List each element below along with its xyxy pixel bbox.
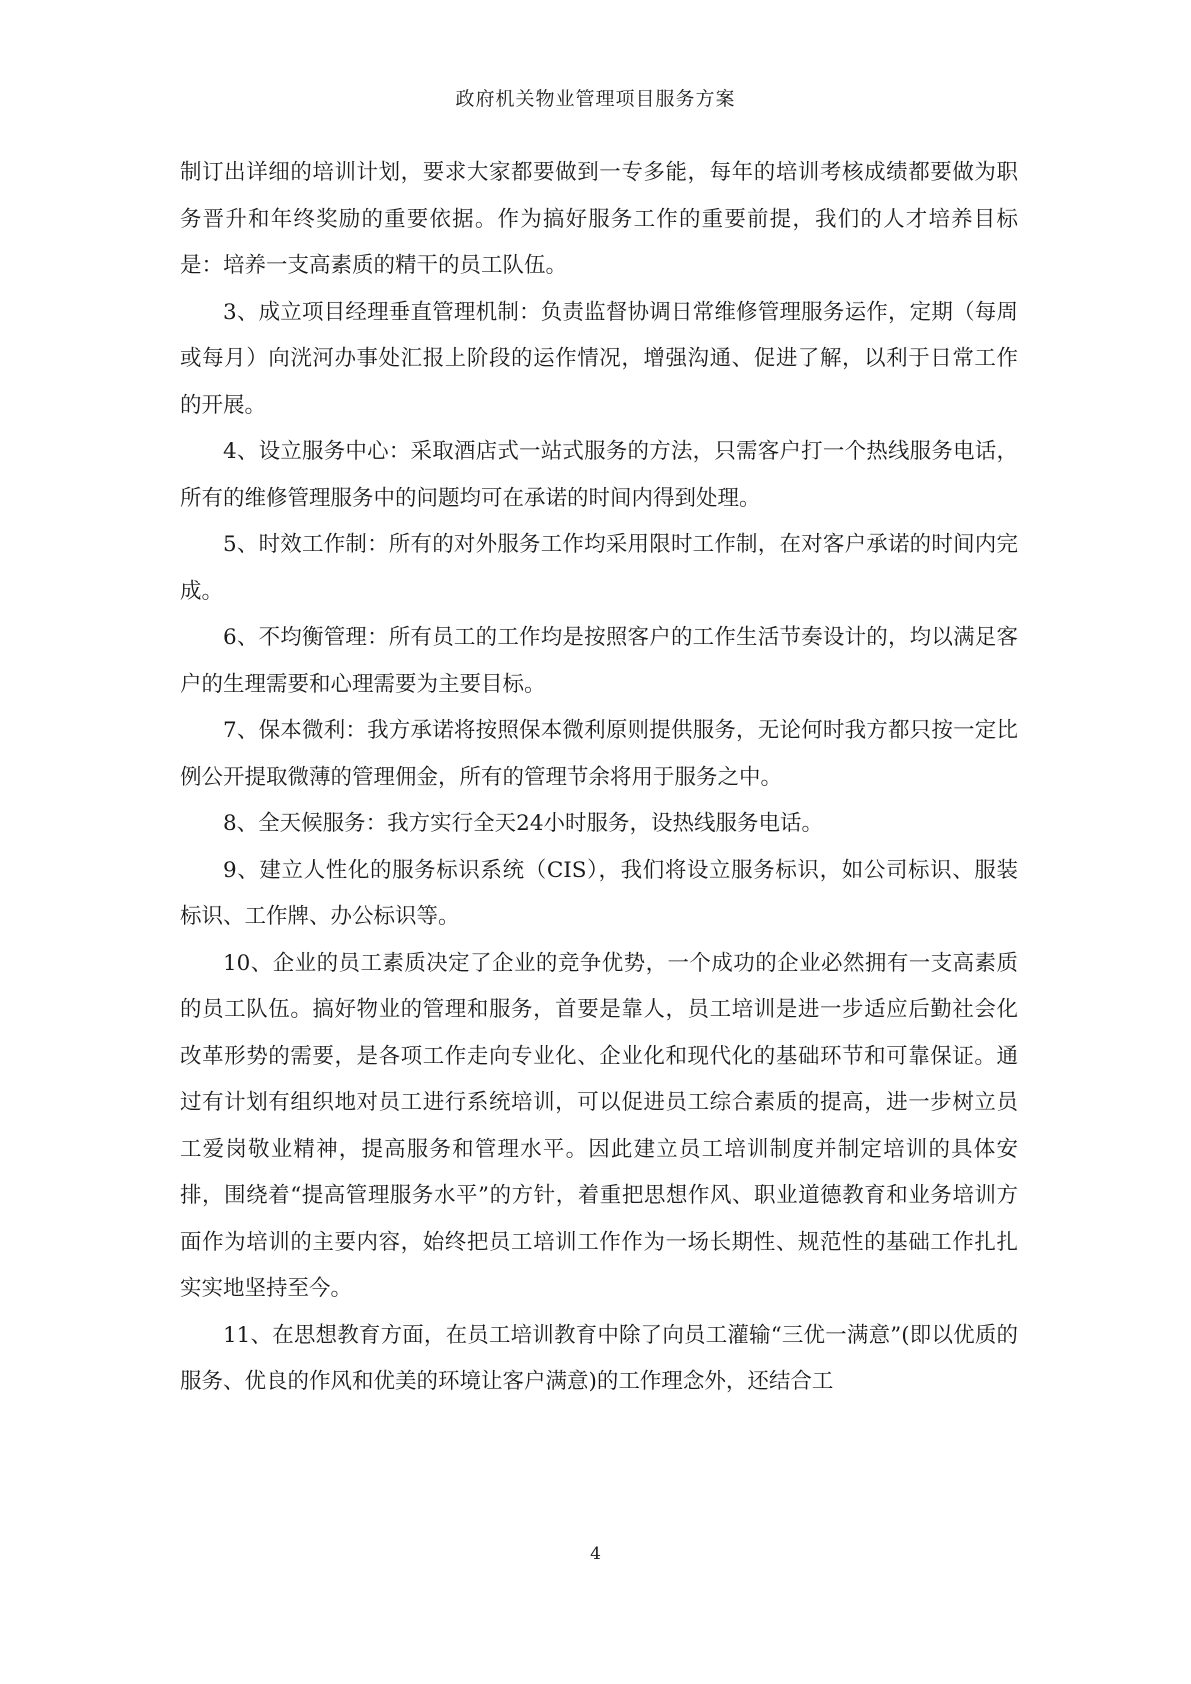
paragraph: 9、建立人性化的服务标识系统（CIS），我们将设立服务标识，如公司标识、服装标识、工作牌、办公标识等。 xyxy=(180,857,1018,929)
paragraph: 10、企业的员工素质决定了企业的竞争优势，一个成功的企业必然拥有一支高素质的员工队伍。搞好物业的管理和服务，首要是靠人，员工培训是进一步适应后勤社会化改革形势的需要，是各项工作走向专业化、企业化和现代化的基础环节和可靠保证。通过有计划有组织地对员工进行系统培训，可以促进员工综合素质的提高，进一步树立员工爱岗敬业精神，提高服务和管理水平。因此建立员工培训制度并制定培训的具体安排，围绕着“提高管理服务水平”的方针，着重把思想作风、职业道德教育和业务培训方面作为培训的主要内容，始终把员工培训工作作为一场长期性、规范性的基础工作扎扎实实地坚持至今。 xyxy=(180,950,1018,1301)
paragraph: 4、设立服务中心：采取酒店式一站式服务的方法，只需客户打一个热线服务电话，所有的维修管理服务中的问题均可在承诺的时间内得到处理。 xyxy=(180,439,1018,511)
paragraph: 11、在思想教育方面，在员工培训教育中除了向员工灌输“三优一满意”(即以优质的服务、优良的作风和优美的环境让客户满意)的工作理念外，还结合工 xyxy=(180,1322,1018,1394)
paragraph: 3、成立项目经理垂直管理机制：负责监督协调日常维修管理服务运作，定期（每周或每月）向洸河办事处汇报上阶段的运作情况，增强沟通、促进了解，以利于日常工作的开展。 xyxy=(180,299,1018,418)
page-header: 政府机关物业管理项目服务方案 xyxy=(455,88,736,110)
body-text xyxy=(180,150,1018,1406)
paragraph: 5、时效工作制：所有的对外服务工作均采用限时工作制，在对客户承诺的时间内完成。 xyxy=(180,532,1018,604)
paragraph: 7、保本微利：我方承诺将按照保本微利原则提供服务，无论何时我方都只按一定比例公开提取微薄的管理佣金，所有的管理节余将用于服务之中。 xyxy=(180,718,1018,790)
paragraph: 8、全天候服务：我方实行全天24小时服务，设热线服务电话。 xyxy=(223,811,824,836)
paragraph: 6、不均衡管理：所有员工的工作均是按照客户的工作生活节奏设计的，均以满足客户的生理需要和心理需要为主要目标。 xyxy=(180,625,1018,697)
page-number: 4 xyxy=(590,1544,601,1564)
paragraph: 制订出详细的培训计划，要求大家都要做到一专多能，每年的培训考核成绩都要做为职务晋升和年终奖励的重要依据。作为搞好服务工作的重要前提，我们的人才培养目标是：培养一支高素质的精干的员工队伍。 xyxy=(180,160,1018,278)
